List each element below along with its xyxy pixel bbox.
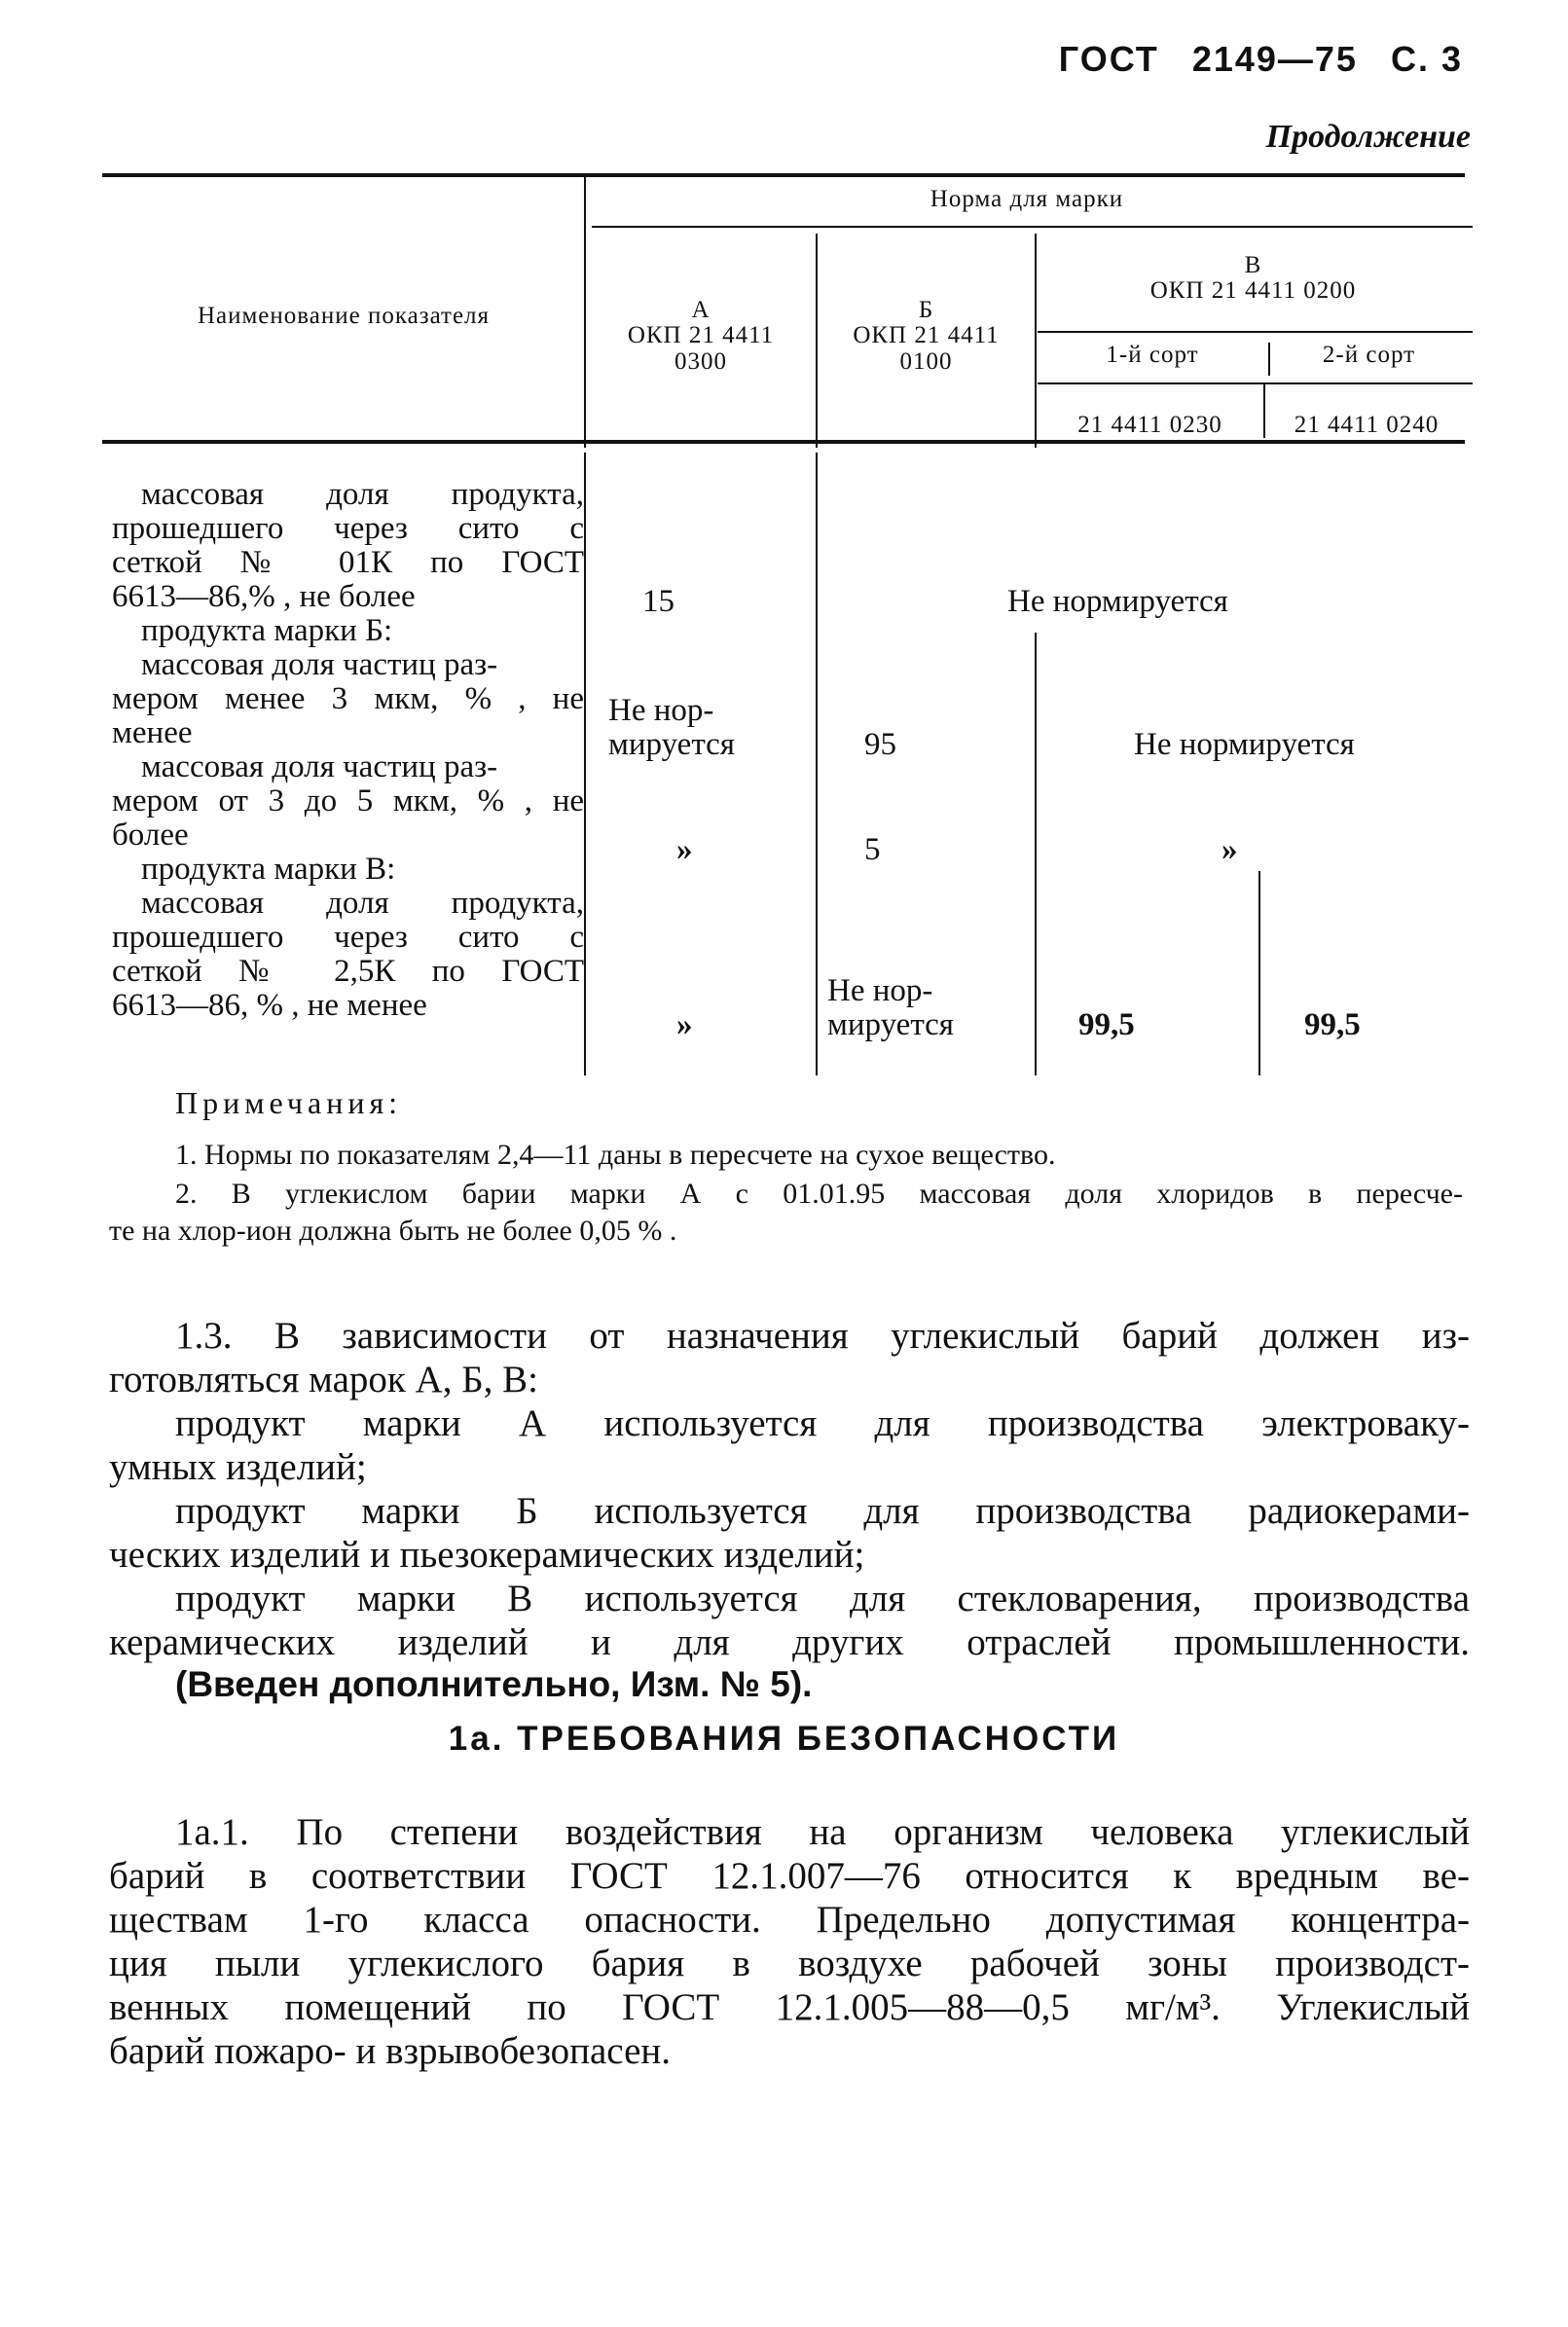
grade-b-letter: Б — [918, 297, 934, 323]
continuation-label: Продолжение — [1265, 119, 1471, 155]
body-line: умных изделий; — [109, 1446, 367, 1488]
value-cell: 95 — [864, 727, 896, 762]
body-line: барий пожаро- и взрывобезопасен. — [109, 2030, 672, 2072]
body-line: 1.3. В зависимости от назначения углекислый барий должен из- — [175, 1315, 1470, 1357]
grade-a-header — [586, 298, 816, 375]
notes-title: Примечания: — [175, 1085, 403, 1120]
grade-v-header — [1037, 253, 1470, 305]
table-hline — [592, 226, 1473, 228]
table-top-rule — [102, 173, 1465, 177]
grade-a-okp: ОКП 21 4411 — [627, 322, 775, 349]
indicator-text: массовая доля продукта, — [141, 477, 584, 512]
body-line: продукт марки В используется для стекловарения, производства — [175, 1578, 1470, 1619]
sort-1-label: 1-й сорт — [1106, 342, 1199, 368]
grade-b-okp-suffix: 0100 — [899, 347, 953, 375]
value-cell: » — [1222, 832, 1238, 867]
indicator-text: 6613—86,% , не более — [112, 579, 416, 614]
body-line: продукт марки Б используется для производства радиокерами- — [175, 1490, 1470, 1532]
indicator-text: массовая доля частиц раз- — [141, 749, 498, 784]
indicator-text: менее — [112, 715, 193, 750]
table-header-bottom-rule — [102, 440, 1465, 444]
value-cell: 15 — [642, 584, 675, 619]
body-line: ция пыли углекислого бария в воздухе рабочей зоны производст- — [109, 1943, 1470, 1984]
value-cell: Не нормируется — [1134, 727, 1355, 762]
indicator-text: массовая доля продукта, — [141, 886, 584, 921]
body-line: ществам 1-го класса опасности. Предельно допустимая концентра- — [109, 1899, 1470, 1941]
note-1: 1. Нормы по показателям 2,4—11 даны в пересчете на сухое вещество. — [175, 1139, 1056, 1171]
value-cell: мируется — [827, 1007, 954, 1042]
grade-v-okp: ОКП 21 4411 0200 — [1149, 277, 1357, 305]
page-header — [1038, 39, 1463, 80]
grade-b-header — [818, 298, 1035, 375]
note-2: 2. В углекислом барии марки А с 01.01.95 массовая доля хлоридов в пересче- — [175, 1178, 1463, 1210]
header-number: 2149—75 — [1191, 39, 1358, 79]
amendment-note: (Введен дополнительно, Изм. № 5). — [175, 1664, 813, 1704]
indicator-text: мером менее 3 мкм, % , не — [112, 681, 584, 716]
body-line: керамических изделий и для других отраслей промышленности. — [109, 1621, 1470, 1663]
note-2-cont: те на хлор-ион должна быть не более 0,05 % . — [109, 1215, 677, 1247]
value-cell: » — [676, 832, 693, 867]
table-vline — [1258, 871, 1260, 1075]
value-cell: Не нор- — [608, 693, 714, 728]
body-line: барий в соответствии ГОСТ 12.1.007—76 относится к вредным ве- — [109, 1855, 1470, 1897]
indicator-text: массовая доля частиц раз- — [141, 647, 498, 682]
norm-for-grade-header: Норма для марки — [930, 186, 1124, 212]
grade-a-okp-suffix: 0300 — [675, 347, 727, 375]
table-vline — [1035, 633, 1037, 1075]
sort-2-code: 21 4411 0240 — [1294, 412, 1440, 438]
value-cell: 99,5 — [1078, 1007, 1135, 1042]
table-vline — [584, 453, 586, 1075]
grade-v-heading: продукта марки В: — [141, 852, 396, 887]
col-indicator-header: Наименование показателя — [197, 303, 491, 329]
table-hline — [1038, 331, 1473, 333]
body-line: венных помещений по ГОСТ 12.1.005—88—0,5 мг/м³. Углекислый — [109, 1986, 1470, 2028]
value-cell: 5 — [864, 832, 881, 867]
indicator-text: сеткой № 01К по ГОСТ — [112, 545, 584, 580]
sort-2-label: 2-й сорт — [1322, 342, 1416, 368]
indicator-text: мером от 3 до 5 мкм, % , не — [112, 783, 584, 818]
body-line: готовляться марок А, Б, В: — [109, 1359, 538, 1400]
grade-v-letter: В — [1244, 252, 1262, 278]
value-cell: мируется — [608, 727, 735, 762]
table-hline — [1038, 382, 1473, 384]
indicator-text: 6613—86, % , не менее — [112, 988, 427, 1023]
grade-b-okp: ОКП 21 4411 — [853, 322, 1000, 349]
header-standard: ГОСТ — [1058, 39, 1159, 79]
indicator-text: более — [112, 818, 189, 853]
grade-a-letter: А — [691, 297, 711, 323]
body-line: ческих изделий и пьезокерамических изделий; — [109, 1534, 865, 1576]
body-line: 1а.1. По степени воздействия на организм человека углекислый — [175, 1811, 1470, 1853]
table-vline — [816, 453, 818, 1075]
header-page: С. 3 — [1390, 39, 1463, 79]
indicator-text: прошедшего через сито с — [112, 920, 584, 955]
indicator-text: прошедшего через сито с — [112, 511, 584, 546]
indicator-text: сеткой № 2,5К по ГОСТ — [112, 954, 584, 989]
body-line: продукт марки А используется для производства электроваку- — [175, 1402, 1470, 1444]
section-title: 1а. ТРЕБОВАНИЯ БЕЗОПАСНОСТИ — [448, 1720, 1120, 1758]
value-cell: Не нормируется — [1007, 584, 1228, 619]
grade-b-heading: продукта марки Б: — [141, 613, 393, 648]
value-cell: 99,5 — [1304, 1007, 1361, 1042]
sort-1-code: 21 4411 0230 — [1077, 412, 1222, 438]
value-cell: » — [676, 1007, 693, 1042]
value-cell: Не нор- — [827, 973, 933, 1008]
